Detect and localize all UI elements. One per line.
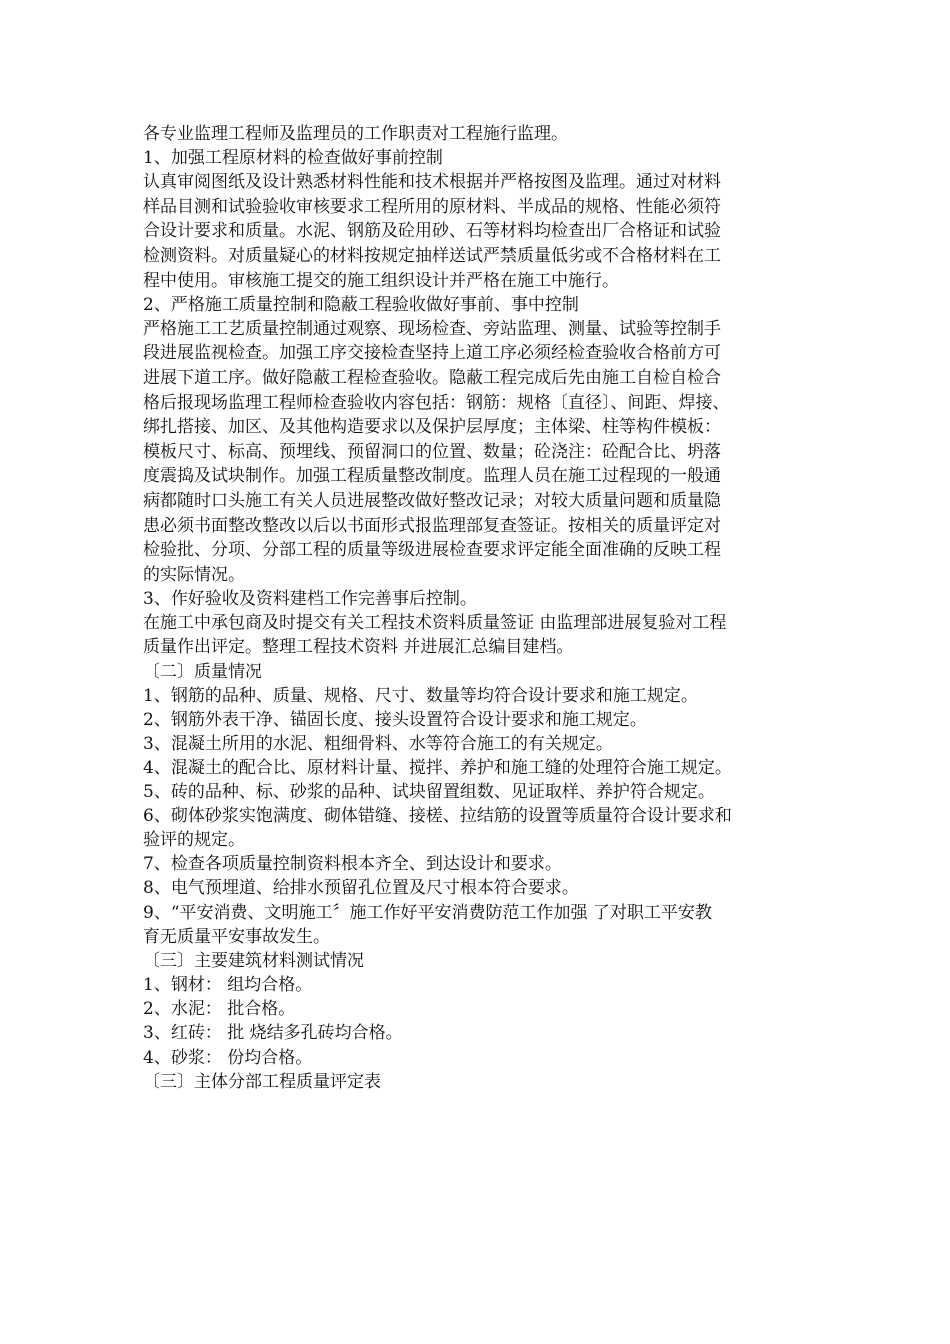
section-heading: 〔二〕质量情况 [143, 661, 262, 682]
paragraph-line: 进展下道工序。做好隐蔽工程检查验收。隐蔽工程完成后先由施工自检自检合 [143, 367, 721, 388]
paragraph-line: 患必须书面整改整改以后以书面形式报监理部复查签证。按相关的质量评定对 [143, 515, 721, 536]
paragraph-line: 的实际情况。 [143, 564, 245, 585]
list-item: 1、钢材： 组均合格。 [143, 975, 313, 996]
paragraph-line: 检验批、分项、分部工程的质量等级进展检查要求评定能全面准确的反映工程 [143, 540, 721, 561]
paragraph-line: 质量作出评定。整理工程技术资料 并进展汇总编目建档。 [143, 637, 574, 658]
paragraph-line: 格后报现场监理工程师检查验收内容包括：钢筋：规格〔直径〕、间距、焊接、 [143, 392, 730, 413]
paragraph-line: 病都随时口头施工有关人员进展整改做好整改记录；对较大质量问题和质量隐 [143, 490, 721, 511]
paragraph-line: 各专业监理工程师及监理员的工作职责对工程施行监理。 [143, 124, 568, 144]
paragraph-line: 绑扎搭接、加区、及其他构造要求以及保护层厚度；主体梁、柱等构件模板： [143, 417, 721, 438]
list-item: 育无质量平安事故发生。 [143, 927, 330, 948]
paragraph-line: 认真审阅图纸及设计熟悉材料性能和技术根据并严格按图及监理。通过对材料 [143, 172, 721, 193]
list-item: 2、水泥： 批合格。 [143, 999, 296, 1020]
list-item: 4、混凝土的配合比、原材料计量、搅拌、养护和施工缝的处理符合施工规定。 [143, 757, 732, 778]
list-item: 1、钢筋的品种、质量、规格、尺寸、数量等均符合设计要求和施工规定。 [143, 685, 698, 706]
paragraph-line: 程中使用。审核施工提交的施工组织设计并严格在施工中施行。 [143, 270, 619, 291]
section-heading: 〔三〕主要建筑材料测试情况 [143, 951, 364, 972]
section-heading: 〔三〕主体分部工程质量评定表 [143, 1071, 381, 1092]
document-body [143, 122, 823, 1094]
paragraph-line: 合设计要求和质量。水泥、钢筋及砼用砂、石等材料均检查出厂合格证和试验 [143, 221, 721, 242]
section-heading: 3、作好验收及资料建档工作完善事后控制。 [143, 588, 477, 609]
list-item: 9、“平安消费、文明施工〞施工作好平安消费防范工作加强 了对职工平安教 [143, 902, 712, 923]
paragraph-line: 模板尺寸、标高、预埋线、预留洞口的位置、数量；砼浇注：砼配合比、坍落 [143, 441, 721, 462]
section-heading: 2、严格施工质量控制和隐蔽工程验收做好事前、事中控制 [143, 294, 579, 315]
list-item: 3、混凝土所用的水泥、粗细骨料、水等符合施工的有关规定。 [143, 733, 613, 754]
list-item: 5、砖的品种、标、砂浆的品种、试块留置组数、见证取样、养护符合规定。 [143, 782, 715, 803]
paragraph-line: 在施工中承包商及时提交有关工程技术资料质量签证 由监理部进展复验对工程 [143, 612, 727, 633]
list-item: 验评的规定。 [143, 830, 245, 851]
paragraph-line: 度震捣及试块制作。加强工程质量整改制度。监理人员在施工过程现的一般通 [143, 466, 721, 487]
paragraph-line: 检测资料。对质量疑心的材料按规定抽样送试严禁质量低劣或不合格材料在工 [143, 245, 721, 266]
list-item: 8、电气预埋道、给排水预留孔位置及尺寸根本符合要求。 [143, 878, 579, 899]
list-item: 6、砌体砂浆实饱满度、砌体错缝、接槎、拉结筋的设置等质量符合设计要求和 [143, 806, 732, 827]
list-item: 7、检查各项质量控制资料根本齐全、到达设计和要求。 [143, 854, 562, 875]
paragraph-line: 段进展监视检查。加强工序交接检查坚持上道工序必须经检查验收合格前方可 [143, 343, 721, 364]
list-item: 3、红砖： 批 烧结多孔砖均合格。 [143, 1023, 403, 1044]
list-item: 4、砂浆： 份均合格。 [143, 1047, 313, 1068]
paragraph-line: 严格施工工艺质量控制通过观察、现场检查、旁站监理、测量、试验等控制手 [143, 318, 721, 339]
paragraph-line: 样品目测和试验验收审核要求工程所用的原材料、半成品的规格、性能必须符 [143, 196, 721, 217]
section-heading: 1、加强工程原材料的检查做好事前控制 [143, 148, 443, 169]
list-item: 2、钢筋外表干净、锚固长度、接头设置符合设计要求和施工规定。 [143, 709, 647, 730]
